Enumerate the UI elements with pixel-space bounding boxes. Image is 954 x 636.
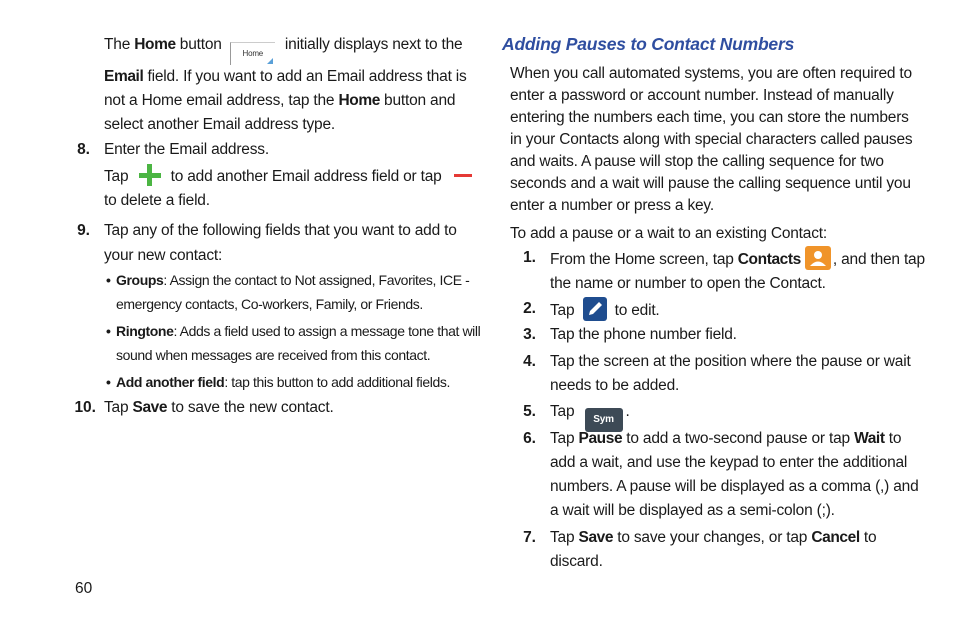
r-step-3: Tap the phone number field.	[550, 326, 737, 343]
sym-key-icon: Sym	[585, 408, 623, 432]
r-step-3-number: 3.	[523, 326, 536, 343]
step-9	[104, 219, 457, 268]
section-heading: Adding Pauses to Contact Numbers	[502, 34, 795, 54]
step-9-number: 9.	[77, 222, 90, 239]
page-number: 60	[75, 580, 93, 597]
step-8-line-1: Enter the Email address.	[104, 141, 269, 158]
bullet-groups: • Groups: Assign the contact to Not assigned, Favorites, ICE - emergency contacts, Co-workers, Family, or Friends.	[116, 268, 469, 316]
bullet-dot: •	[106, 323, 111, 339]
r-step-2: Tap to edit.	[550, 297, 660, 323]
step-10-number: 10.	[74, 399, 96, 416]
intro-line-4: select another Email address type.	[104, 116, 335, 133]
step-9-line-1: Tap any of the following fields that you want to add to	[104, 222, 457, 239]
bullet-add-another-field: • Add another field: tap this button to add additional fields.	[116, 370, 450, 394]
r-step-7-number: 7.	[523, 529, 536, 546]
step-9-line-2: your new contact:	[104, 247, 223, 264]
bullet-dot: •	[106, 374, 111, 390]
intro-line-1: The Home button Home initially displays next to the	[104, 33, 467, 65]
bullet-dot: •	[106, 272, 111, 288]
r-step-1: From the Home screen, tap Contacts , and then tap the name or number to open the Contact.	[550, 246, 925, 296]
step-8-line-3: to delete a field.	[104, 192, 210, 209]
edit-icon	[583, 297, 607, 321]
contacts-icon	[805, 246, 831, 270]
minus-icon	[454, 174, 472, 177]
r-step-5: Tap Sym .	[550, 400, 630, 432]
r-step-6-number: 6.	[523, 430, 536, 447]
step-8-line-2: Tap to add another Email address field or tap	[104, 164, 476, 189]
bullet-ringtone: • Ringtone: Adds a field used to assign a message tone that will sound when messages are received from this contact.	[116, 319, 480, 367]
step-10: Tap Save to save the new contact.	[104, 399, 334, 416]
intro-paragraph-right: When you call automated systems, you are often required to enter a password or account number. Instead of manually entering the numbers each time, you can store the numbers in your Contacts along with special characters called pauses and waits. A pause will stop the calling sequence for two seconds and a wait will pause the calling sequence until you enter a number or press a key.	[510, 65, 913, 214]
intro-line-2: Email field. If you want to add an Email address that is	[104, 68, 467, 85]
intro-line-3: not a Home email address, tap the Home button and	[104, 92, 456, 109]
plus-icon	[139, 164, 161, 186]
r-step-5-number: 5.	[523, 403, 536, 420]
r-step-4: Tap the screen at the position where the pause or wait needs to be added.	[550, 353, 911, 394]
step-8	[104, 138, 476, 213]
home-button-image: Home	[230, 42, 275, 65]
r-step-6: Tap Pause to add a two-second pause or tap Wait to add a wait, and use the keypad to enter the additional numbers. A pause will be displayed as a comma (,) and a wait will be displayed as a semi-colon (;).	[550, 430, 919, 519]
r-step-1-number: 1.	[523, 249, 536, 266]
step-8-number: 8.	[77, 141, 90, 158]
r-step-4-number: 4.	[523, 353, 536, 370]
r-step-7: Tap Save to save your changes, or tap Cancel to discard.	[550, 529, 877, 570]
intro-paragraph	[104, 33, 467, 137]
lead-sentence: To add a pause or a wait to an existing Contact:	[510, 225, 827, 242]
r-step-2-number: 2.	[523, 300, 536, 317]
